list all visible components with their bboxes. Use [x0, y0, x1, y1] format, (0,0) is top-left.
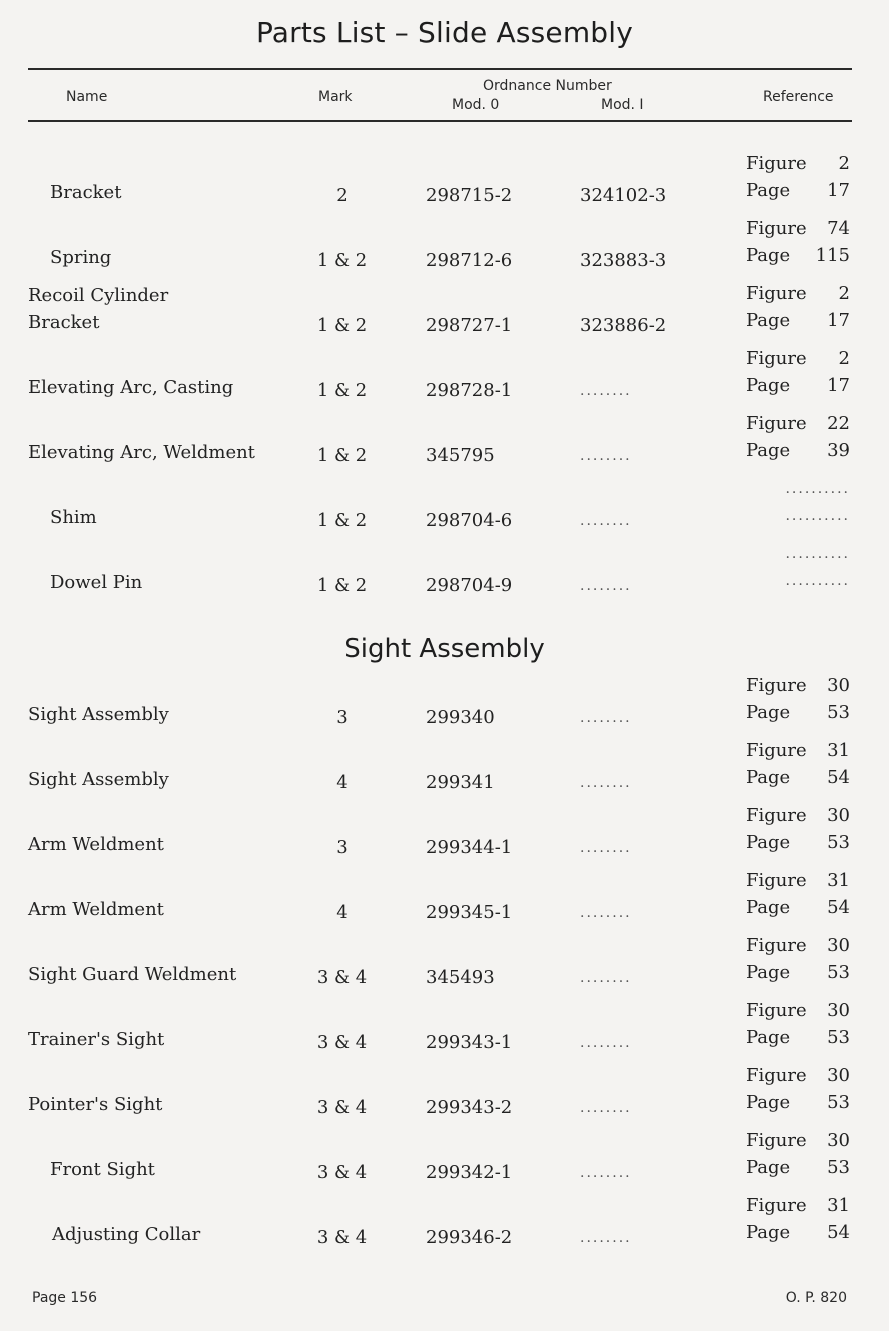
column-header-mod0: Mod. 0 — [452, 97, 500, 113]
figure-label: Figure — [746, 870, 807, 891]
page-label: Page — [746, 897, 791, 918]
ordnance-mod0: 298715-2 — [426, 185, 513, 206]
table-row — [0, 410, 889, 470]
part-name: Elevating Arc, Casting — [28, 377, 234, 398]
page-number: 53 — [827, 1027, 850, 1048]
reference — [746, 540, 850, 600]
column-header-reference: Reference — [763, 89, 834, 105]
ordnance-mod0: 345795 — [426, 445, 495, 466]
page-label: Page — [746, 1222, 791, 1243]
ordnance-mod0: 299345-1 — [426, 902, 513, 923]
part-name: Sight Assembly — [28, 769, 169, 790]
page-label: Page — [746, 310, 791, 331]
table-row — [0, 215, 889, 275]
ordnance-mod0: 299340 — [426, 707, 495, 728]
ordnance-mod0: 298704-6 — [426, 510, 513, 531]
part-mark: 3 — [336, 707, 348, 728]
figure-number: 30 — [827, 1130, 850, 1151]
ordnance-mod1: ........ — [580, 1035, 632, 1051]
ordnance-mod1: ........ — [580, 383, 632, 399]
page-label: Page — [746, 375, 791, 396]
part-name: Shim — [50, 507, 97, 528]
part-mark: 2 — [336, 185, 348, 206]
reference — [746, 475, 850, 535]
figure-label: Figure — [746, 1000, 807, 1021]
table-row — [0, 997, 889, 1057]
part-mark: 1 & 2 — [316, 445, 368, 466]
part-name: Adjusting Collar — [52, 1224, 201, 1245]
figure-label: Figure — [746, 675, 807, 696]
figure-label: Figure — [746, 218, 807, 239]
ordnance-mod0: 299341 — [426, 772, 495, 793]
page-number: 17 — [827, 375, 850, 396]
part-mark: 3 — [336, 837, 348, 858]
page-label: Page — [746, 767, 791, 788]
page-label: Page — [746, 245, 791, 266]
header-bottom-rule — [28, 120, 852, 122]
page-number: 54 — [827, 1222, 850, 1243]
ordnance-mod0: 298728-1 — [426, 380, 513, 401]
part-name: Sight Guard Weldment — [28, 964, 237, 985]
ordnance-mod1: ........ — [580, 513, 632, 529]
figure-number: 30 — [827, 935, 850, 956]
figure-label: Figure — [746, 413, 807, 434]
part-mark: 4 — [336, 902, 348, 923]
ordnance-mod1: ........ — [580, 840, 632, 856]
figure-label: Figure — [746, 1195, 807, 1216]
ordnance-mod1: ........ — [580, 1165, 632, 1181]
reference — [746, 1192, 850, 1252]
figure-number: 30 — [827, 675, 850, 696]
table-row — [0, 150, 889, 210]
page-number: 54 — [827, 767, 850, 788]
table-row — [0, 672, 889, 732]
footer-document-id: O. P. 820 — [785, 1290, 847, 1306]
page-number: 17 — [827, 310, 850, 331]
part-mark: 3 & 4 — [316, 967, 368, 988]
header-top-rule — [28, 68, 852, 70]
page-number: 17 — [827, 180, 850, 201]
part-name: Trainer's Sight — [28, 1029, 165, 1050]
part-name: Bracket — [50, 182, 122, 203]
ordnance-mod1: ........ — [580, 1100, 632, 1116]
page-number: 53 — [827, 1092, 850, 1113]
ordnance-mod1: 323886-2 — [580, 315, 667, 336]
part-name: Spring — [50, 247, 112, 268]
page-label: Page — [746, 180, 791, 201]
part-mark: 1 & 2 — [316, 380, 368, 401]
part-mark: 3 & 4 — [316, 1097, 368, 1118]
reference — [746, 280, 850, 340]
part-mark: 1 & 2 — [316, 510, 368, 531]
section-title: Sight Assembly — [344, 634, 545, 664]
ordnance-mod0: 345493 — [426, 967, 495, 988]
figure-number: 31 — [827, 870, 850, 891]
table-row — [0, 737, 889, 797]
page-label: Page — [746, 1157, 791, 1178]
ordnance-mod0: 299343-2 — [426, 1097, 513, 1118]
figure-number: 2 — [838, 283, 850, 304]
figure-number: 31 — [827, 1195, 850, 1216]
column-header-ordnance: Ordnance Number — [483, 78, 612, 94]
page-number: 53 — [827, 962, 850, 983]
page-number: 54 — [827, 897, 850, 918]
reference — [746, 215, 850, 275]
table-row — [0, 280, 889, 340]
ordnance-mod1: 324102-3 — [580, 185, 667, 206]
figure-number: 30 — [827, 805, 850, 826]
column-header-name: Name — [66, 89, 108, 105]
page-number: 53 — [827, 702, 850, 723]
table-row — [0, 932, 889, 992]
reference — [746, 997, 850, 1057]
figure-number: 22 — [827, 413, 850, 434]
figure-number: 30 — [827, 1065, 850, 1086]
page-label: Page — [746, 1092, 791, 1113]
ordnance-mod1: ........ — [580, 1230, 632, 1246]
part-mark: 3 & 4 — [316, 1162, 368, 1183]
column-header-mod1: Mod. I — [601, 97, 644, 113]
reference-dots-2: .......... — [785, 508, 850, 524]
ordnance-mod1: ........ — [580, 970, 632, 986]
table-row — [0, 867, 889, 927]
reference — [746, 410, 850, 470]
table-row — [0, 475, 889, 535]
part-name: Front Sight — [50, 1159, 155, 1180]
table-row — [0, 1127, 889, 1187]
reference — [746, 150, 850, 210]
part-name: Arm Weldment — [28, 899, 164, 920]
reference — [746, 672, 850, 732]
reference — [746, 737, 850, 797]
part-name: Elevating Arc, Weldment — [28, 442, 255, 463]
part-mark: 1 & 2 — [316, 250, 368, 271]
figure-label: Figure — [746, 153, 807, 174]
table-row — [0, 1062, 889, 1122]
figure-label: Figure — [746, 740, 807, 761]
table-row — [0, 802, 889, 862]
ordnance-mod0: 298704-9 — [426, 575, 513, 596]
part-mark: 3 & 4 — [316, 1227, 368, 1248]
part-name: Arm Weldment — [28, 834, 164, 855]
ordnance-mod0: 298712-6 — [426, 250, 513, 271]
ordnance-mod0: 298727-1 — [426, 315, 513, 336]
reference-dots-1: .......... — [785, 481, 850, 497]
figure-number: 30 — [827, 1000, 850, 1021]
reference — [746, 932, 850, 992]
reference — [746, 867, 850, 927]
part-name: Pointer's Sight — [28, 1094, 163, 1115]
figure-number: 2 — [838, 348, 850, 369]
reference — [746, 1127, 850, 1187]
ordnance-mod1: ........ — [580, 578, 632, 594]
table-row — [0, 1192, 889, 1252]
figure-label: Figure — [746, 283, 807, 304]
part-name-line1: Recoil Cylinder — [28, 285, 169, 306]
page-title: Parts List – Slide Assembly — [255, 16, 634, 49]
ordnance-mod1: ........ — [580, 448, 632, 464]
ordnance-mod1: ........ — [580, 775, 632, 791]
part-name: Dowel Pin — [50, 572, 143, 593]
table-row — [0, 345, 889, 405]
ordnance-mod1: 323883-3 — [580, 250, 667, 271]
ordnance-mod1: ........ — [580, 710, 632, 726]
figure-label: Figure — [746, 935, 807, 956]
reference — [746, 345, 850, 405]
ordnance-mod0: 299342-1 — [426, 1162, 513, 1183]
ordnance-mod0: 299346-2 — [426, 1227, 513, 1248]
part-name: Bracket — [28, 312, 100, 333]
ordnance-mod1: ........ — [580, 905, 632, 921]
page-label: Page — [746, 832, 791, 853]
page-number: 39 — [827, 440, 850, 461]
part-mark: 1 & 2 — [316, 575, 368, 596]
column-header-mark: Mark — [318, 89, 353, 105]
part-mark: 1 & 2 — [316, 315, 368, 336]
part-name: Sight Assembly — [28, 704, 169, 725]
part-mark: 4 — [336, 772, 348, 793]
figure-number: 74 — [827, 218, 850, 239]
ordnance-mod0: 299343-1 — [426, 1032, 513, 1053]
page-number: 53 — [827, 1157, 850, 1178]
figure-label: Figure — [746, 348, 807, 369]
page-number: 53 — [827, 832, 850, 853]
figure-number: 2 — [838, 153, 850, 174]
figure-number: 31 — [827, 740, 850, 761]
figure-label: Figure — [746, 805, 807, 826]
figure-label: Figure — [746, 1130, 807, 1151]
ordnance-mod0: 299344-1 — [426, 837, 513, 858]
footer-page-number: Page 156 — [32, 1290, 98, 1306]
part-mark: 3 & 4 — [316, 1032, 368, 1053]
table-row — [0, 540, 889, 600]
page-label: Page — [746, 962, 791, 983]
page-label: Page — [746, 702, 791, 723]
page-number: 115 — [815, 245, 850, 266]
reference — [746, 1062, 850, 1122]
reference-dots-2: .......... — [785, 573, 850, 589]
page-label: Page — [746, 440, 791, 461]
reference-dots-1: .......... — [785, 546, 850, 562]
page-label: Page — [746, 1027, 791, 1048]
figure-label: Figure — [746, 1065, 807, 1086]
reference — [746, 802, 850, 862]
